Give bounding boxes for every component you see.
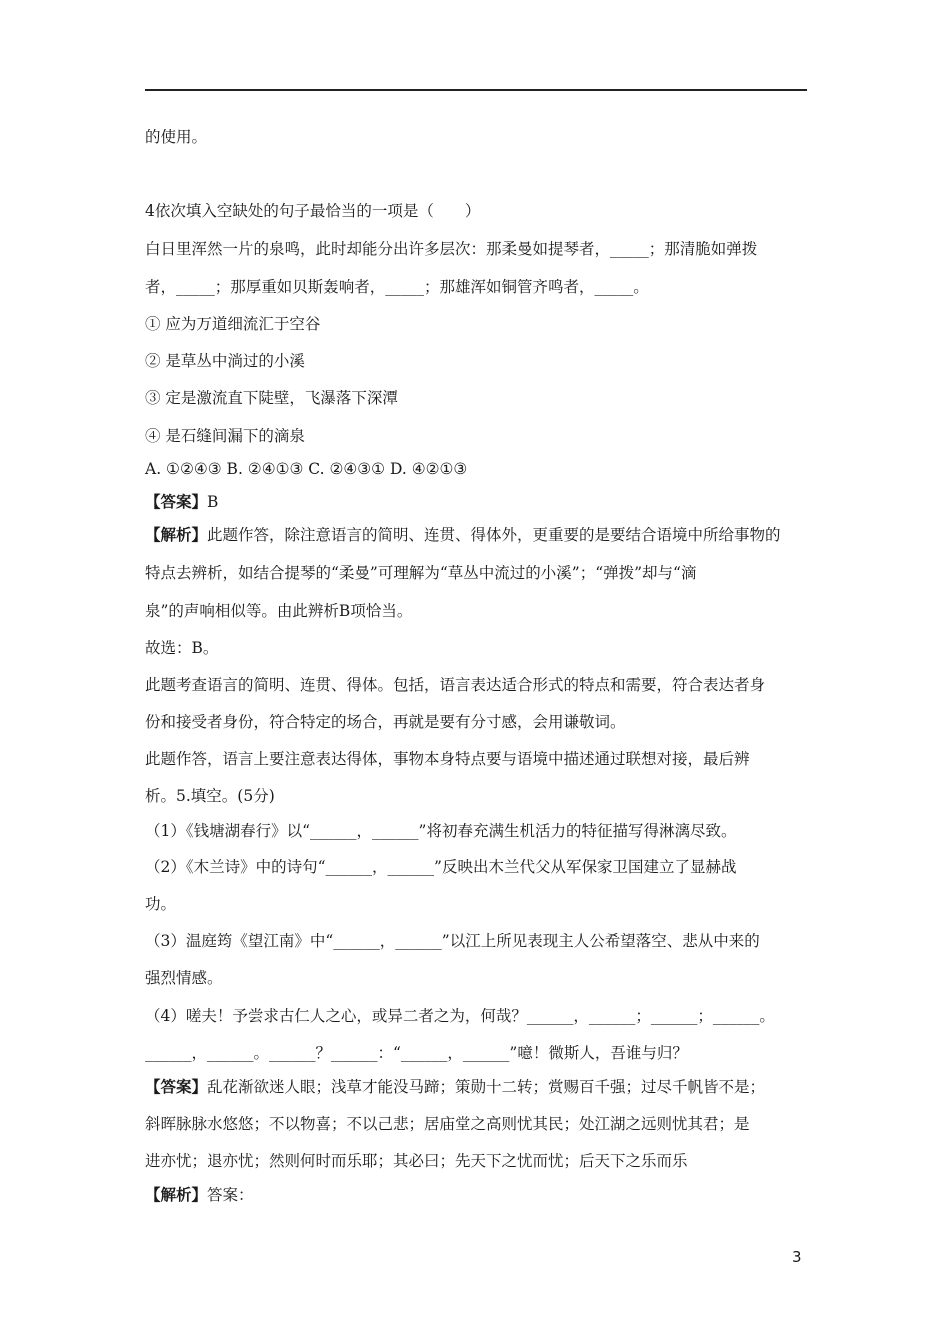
analysis-text: 此题作答，语言上要注意表达得体，事物本身特点要与语境中描述通过联想对接，最后辨 [145,750,750,768]
question-4-stem: 白日里浑然一片的泉鸣，此时却能分出许多层次：那柔曼如提琴者，_____；那清脆如弹拨 [145,240,758,258]
analysis-line [145,524,815,546]
header-rule [145,89,807,91]
analysis-line [145,1184,815,1206]
answer-text: 斜晖脉脉水悠悠；不以物喜；不以己悲；居庙堂之高则忧其民；处江湖之远则忧其君；是 [145,1115,750,1133]
fill-blank-item: 强烈情感。 [145,969,223,987]
option-sentence: ③ 定是激流直下陡壁，飞瀑落下深潭 [145,389,398,407]
analysis-tag: 【解析】 [145,1185,208,1204]
answer-text: 进亦忧；退亦忧；然则何时而乐耶；其必曰；先天下之忧而忧；后天下之乐而乐 [145,1152,688,1170]
option-sentence: ② 是草丛中淌过的小溪 [145,352,305,370]
fill-blank-item: 功。 [145,895,177,913]
answer-choices: A. ①②④③ B. ②④①③ C. ②④③① D. ④②①③ [145,460,468,478]
answer-line [145,1076,815,1098]
fill-blank-item: ______，______。______？______：“______，______”噫！微斯人，吾谁与归？ [145,1044,688,1062]
answer-line [145,491,815,513]
answer-text: 乱花渐欲迷人眼；浅草才能没马蹄；策勋十二转；赏赐百千强；过尽千帆皆不是； [207,1078,766,1096]
analysis-text: 份和接受者身份，符合特定的场合，再就是要有分寸感，会用谦敬词。 [145,713,626,731]
analysis-text: 特点去辨析，如结合提琴的“柔曼”可理解为“草丛中流过的小溪”；“弹拨”却与“滴 [145,564,697,582]
fill-blank-item: （3）温庭筠《望江南》中“______，______”以江上所见表现主人公希望落空、悲从中来的 [145,932,760,950]
option-sentence: ① 应为万道细流汇于空谷 [145,315,321,333]
fill-blank-item: （2）《木兰诗》中的诗句“______，______”反映出木兰代父从军保家卫国建立了显赫战 [145,858,737,876]
analysis-text: 此题考查语言的简明、连贯、得体。包括，语言表达适合形式的特点和需要，符合表达者身 [145,676,766,694]
analysis-text: 答案： [207,1186,254,1204]
answer-tag: 【答案】 [145,1077,208,1096]
analysis-text: 此题作答，除注意语言的简明、连贯、得体外，更重要的是要结合语境中所给事物的 [207,526,781,544]
question-4-title: 4依次填入空缺处的句子最恰当的一项是（ ） [145,202,481,220]
text-line: 的使用。 [145,128,208,146]
fill-blank-item: （4）嗟夫！予尝求古仁人之心，或异二者之为，何哉？______，______；______；______。 [145,1007,775,1025]
option-sentence: ④ 是石缝间漏下的滴泉 [145,427,305,445]
analysis-text: 泉”的声响相似等。由此辨析B项恰当。 [145,602,413,620]
fill-blank-item: （1）《钱塘湖春行》以“______，______”将初春充满生机活力的特征描写得淋漓尽致。 [145,822,737,840]
question-5-title: 析。5.填空。(5分) [145,787,275,805]
page-number: 3 [792,1248,802,1266]
analysis-tag: 【解析】 [145,525,208,544]
question-4-stem: 者，_____；那厚重如贝斯轰响者，_____；那雄浑如铜管齐鸣者，_____。 [145,278,649,296]
answer-text: B [207,493,219,511]
answer-tag: 【答案】 [145,492,208,511]
analysis-text: 故选：B。 [145,639,219,657]
